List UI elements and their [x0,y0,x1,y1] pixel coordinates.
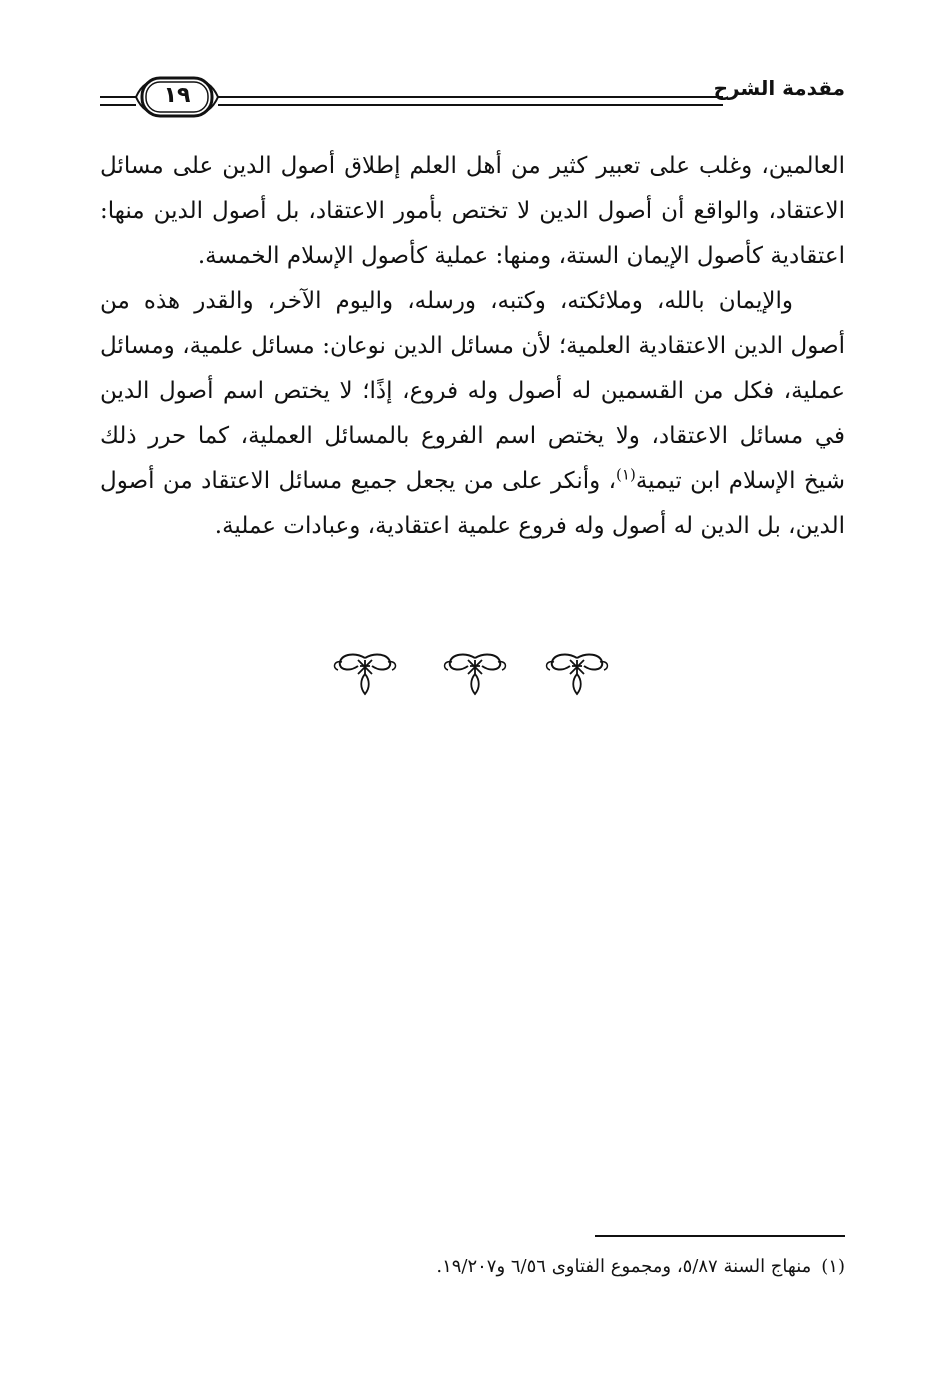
page-header [100,70,845,126]
footnote-reference[interactable]: (١) [616,465,636,484]
ornament-icon [330,650,400,700]
footnote-marker: (١) [821,1256,845,1277]
ornament-icon [440,650,510,700]
paragraph-2-part-2: ، وأنكر على من يجعل جميع مسائل الاعتقاد من أصول الدين، بل الدين له أصول وله فروع علمية اعتقادية، وعبادات عملية. [100,468,845,539]
header-rule-right [218,96,723,106]
paragraph-2 [100,279,845,549]
paragraph-1: العالمين، وغلب على تعبير كثير من أهل العلم إطلاق أصول الدين على مسائل الاعتقاد، والواقع أن أصول الدين لا تختص بأمور الاعتقاد، بل أصول الدين منها: اعتقادية كأصول الإيمان الستة، ومنها: عملية كأصول الإسلام الخمسة. [100,153,845,269]
paragraph-2-part-1: والإيمان بالله، وملائكته، وكتبه، ورسله، واليوم الآخر، والقدر هذه من أصول الدين الاعتقادية العلمية؛ لأن مسائل الدين نوعان: مسائل علمية، ومسائل عملية، فكل من القسمين له أصول وله فروع، إذًا؛ لا يختص اسم أصول الدين في مسائل الاعتقاد، ولا يختص اسم الفروع بالمسائل العملية، كما حرر ذلك شيخ الإسلام ابن تيمية [100,288,845,494]
section-ornaments [330,650,620,710]
footnote-separator [595,1235,845,1237]
page-number-badge [134,74,220,120]
page-number: ١٩ [163,83,191,108]
header-title: مقدمة الشرح [713,76,845,100]
footnote [205,1252,845,1282]
header-rule-left [100,96,136,106]
footnote-text: منهاج السنة ٥/٨٧، ومجموع الفتاوى ٦/٥٦ و١٩/٢٠٧. [436,1256,812,1277]
ornament-icon [542,650,612,700]
main-text [100,144,845,549]
